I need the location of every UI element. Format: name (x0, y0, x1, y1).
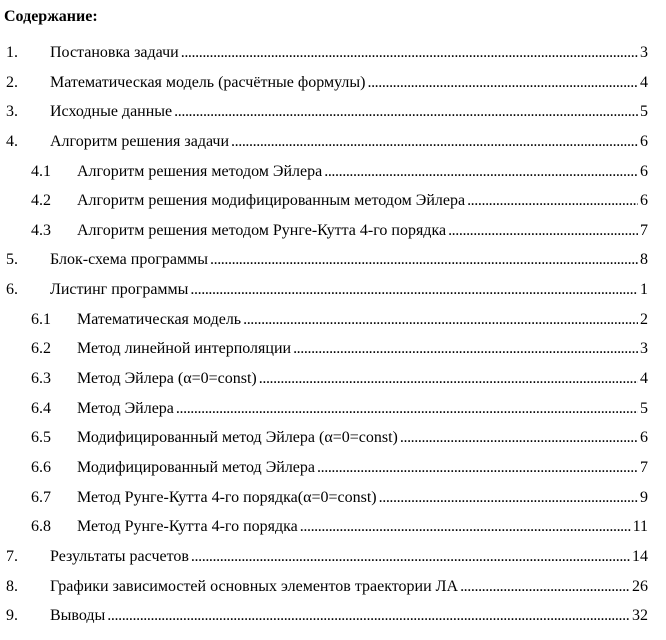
toc-entry-title: Результаты расчетов (50, 547, 189, 565)
toc-entry-title: Алгоритм решения задачи (50, 132, 230, 150)
toc-dot-leader (448, 221, 638, 241)
toc-entry-page-number: 7 (640, 458, 648, 476)
toc-entry-page-number: 4 (640, 73, 648, 91)
toc-entry-page-number: 6 (640, 429, 648, 447)
toc-entry-page-number: 8 (640, 251, 648, 269)
toc-entry[interactable] (0, 128, 666, 158)
toc-entry[interactable] (0, 246, 666, 276)
toc-dot-leader (259, 369, 638, 389)
toc-entry-number: 4.3 (31, 221, 51, 239)
toc-entry-page-number: 26 (632, 577, 648, 595)
toc-entry-page-number: 11 (632, 518, 648, 536)
toc-dot-leader (190, 280, 638, 300)
toc-dot-leader (243, 310, 638, 330)
toc-entry-number: 6. (6, 281, 18, 299)
toc-entry[interactable] (0, 158, 666, 188)
toc-entry-page-number: 3 (640, 340, 648, 358)
toc-dot-leader (379, 488, 638, 508)
toc-entry-number: 6.6 (31, 458, 51, 476)
toc-entry[interactable] (0, 484, 666, 514)
toc-entry-page-number: 5 (640, 399, 648, 417)
toc-entry-title: Графики зависимостей основных элементов траектории ЛА (50, 577, 459, 595)
toc-entry-page-number: 6 (640, 192, 648, 210)
toc-entry-page-number: 6 (640, 132, 648, 150)
toc-entry-page-number: 6 (640, 162, 648, 180)
toc-dot-leader (300, 517, 631, 537)
toc-entry-page-number: 7 (640, 221, 648, 239)
toc-dot-leader (176, 399, 638, 419)
toc-entry-title: Математическая модель (расчётные формулы) (50, 73, 366, 91)
toc-entry-title: Алгоритм решения методом Рунге-Кутта 4-го порядка (77, 221, 447, 239)
toc-dot-leader (231, 132, 638, 152)
toc-entry[interactable] (0, 395, 666, 425)
toc-entry-number: 6.1 (31, 310, 51, 328)
toc-entry-title: Постановка задачи (50, 44, 179, 61)
toc-entry-title: Метод Эйлера (α=0=const) (77, 370, 257, 388)
toc-entry-title: Метод Эйлера (77, 399, 174, 417)
toc-entry-number: 9. (6, 607, 18, 625)
toc-entry-number: 8. (6, 577, 18, 595)
toc-entry-page-number: 3 (640, 44, 648, 61)
toc-entry-number: 6.5 (31, 429, 51, 447)
toc-entry-number: 4.1 (31, 162, 51, 180)
toc-title: Содержание: (4, 8, 98, 25)
toc-entry-title: Листинг программы (50, 281, 189, 299)
toc-entry-number: 4. (6, 132, 18, 150)
toc-entry[interactable] (0, 276, 666, 306)
toc-entry-title: Блок-схема программы (50, 251, 208, 269)
toc-dot-leader (210, 250, 638, 270)
toc-entry[interactable] (0, 187, 666, 217)
toc-entry[interactable] (0, 98, 666, 128)
table-of-contents (0, 39, 666, 632)
toc-entry[interactable] (0, 424, 666, 454)
toc-dot-leader (293, 339, 638, 359)
toc-dot-leader (460, 577, 630, 597)
toc-entry[interactable] (0, 39, 666, 69)
toc-entry-number: 6.4 (31, 399, 51, 417)
toc-entry-number: 4.2 (31, 192, 51, 210)
toc-dot-leader (317, 458, 638, 478)
toc-entry[interactable] (0, 454, 666, 484)
toc-entry-number: 5. (6, 251, 18, 269)
toc-entry[interactable] (0, 602, 666, 632)
toc-entry-number: 7. (6, 547, 18, 565)
toc-entry[interactable] (0, 543, 666, 573)
toc-dot-leader (367, 73, 638, 93)
toc-entry-title: Выводы (50, 607, 106, 625)
toc-entry-title: Метод линейной интерполяции (77, 340, 292, 358)
toc-entry[interactable] (0, 573, 666, 603)
toc-entry-page-number: 5 (640, 103, 648, 121)
toc-entry-title: Математическая модель (77, 310, 242, 328)
toc-dot-leader (400, 428, 638, 448)
toc-entry[interactable] (0, 217, 666, 247)
toc-dot-leader (467, 191, 638, 211)
toc-dot-leader (324, 162, 638, 182)
toc-entry-title: Модифицированный метод Эйлера (77, 458, 316, 476)
toc-entry-number: 3. (6, 103, 18, 121)
toc-entry-number: 2. (6, 73, 18, 91)
toc-dot-leader (107, 606, 630, 626)
toc-entry-number: 6.3 (31, 370, 51, 388)
toc-dot-leader (181, 43, 638, 63)
toc-dot-leader (191, 547, 630, 567)
toc-entry[interactable] (0, 69, 666, 99)
toc-entry[interactable] (0, 513, 666, 543)
toc-entry-number: 6.2 (31, 340, 51, 358)
toc-entry-number: 6.8 (31, 518, 51, 536)
toc-entry-page-number: 9 (640, 488, 648, 506)
toc-entry-title: Метод Рунге-Кутта 4-го порядка (77, 518, 298, 536)
toc-entry[interactable] (0, 335, 666, 365)
toc-entry-page-number: 32 (632, 607, 648, 625)
toc-entry[interactable] (0, 365, 666, 395)
toc-entry-number: 1. (6, 44, 18, 61)
toc-entry[interactable] (0, 306, 666, 336)
toc-entry-title: Алгоритм решения модифицированным методом Эйлера (77, 192, 466, 210)
toc-entry-page-number: 1 (640, 281, 648, 299)
toc-entry-page-number: 2 (640, 310, 648, 328)
toc-entry-page-number: 4 (640, 370, 648, 388)
toc-entry-title: Модифицированный метод Эйлера (α=0=const) (77, 429, 398, 447)
toc-entry-title: Метод Рунге-Кутта 4-го порядка(α=0=const) (77, 488, 377, 506)
toc-entry-number: 6.7 (31, 488, 51, 506)
toc-entry-title: Алгоритм решения методом Эйлера (77, 162, 323, 180)
toc-entry-title: Исходные данные (50, 103, 173, 121)
toc-entry-page-number: 14 (632, 547, 648, 565)
toc-dot-leader (174, 102, 638, 122)
